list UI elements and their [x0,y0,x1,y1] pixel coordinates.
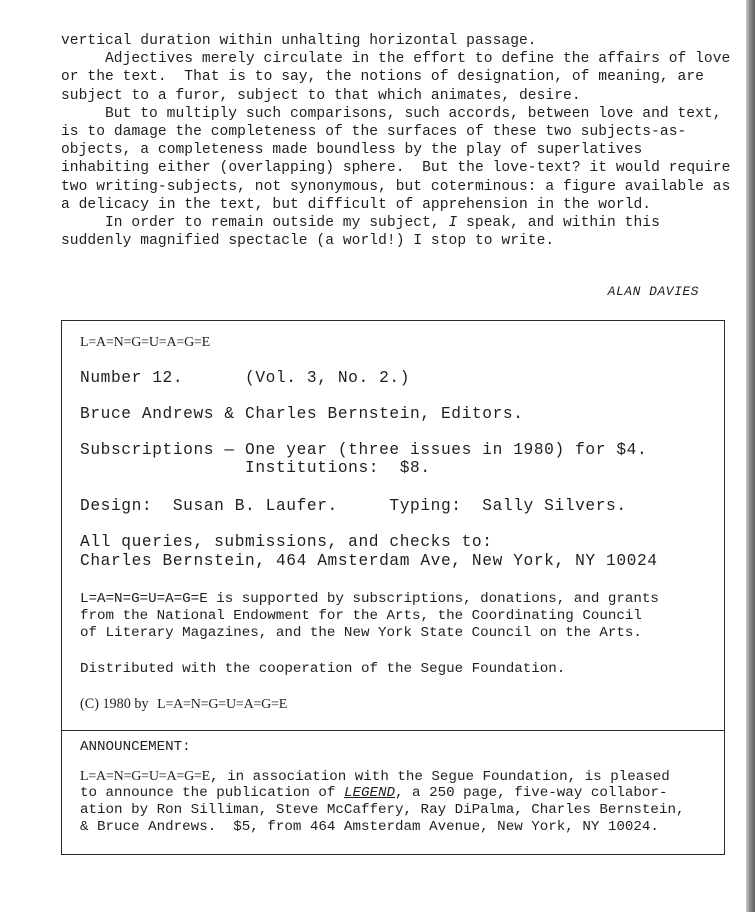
announcement-text-2a: to announce the publication of [80,785,344,801]
copyright-line [80,696,287,715]
announcement-line-2 [80,785,667,803]
masthead: L=A=N=G=U=A=G=E [80,335,211,350]
colophon-box [61,320,725,855]
announcement-divider [62,730,724,731]
page-edge-shadow [746,0,755,912]
announcement-line-4: & Bruce Andrews. $5, from 464 Amsterdam Avenue, New York, NY 10024. [80,819,659,835]
essay-paragraph-adjectives: Adjectives merely circulate in the effort to define the affairs of love or the text. That is to say, the notions of designation, of meaning, are subject to a furor, subject to that which animates, desire. [61,51,740,104]
essay-line: vertical duration within unhalting horizontal passage. [61,33,537,49]
essay-paragraph-closing [61,214,733,250]
announcement-line-3: ation by Ron Silliman, Steve McCaffery, Ray DiPalma, Charles Bernstein, [80,802,685,818]
announcement-text-1: , in association with the Segue Foundation, is pleased [210,769,670,785]
announcement-masthead: L=A=N=G=U=A=G=E [80,769,211,784]
support-line-2: from the National Endowment for the Arts, the Coordinating Council [80,608,642,624]
essay-text [61,32,740,250]
address-line: Charles Bernstein, 464 Amsterdam Ave, New York, NY 10024 [80,552,658,570]
distributed-line: Distributed with the cooperation of the Segue Foundation. [80,661,566,677]
closing-text-a: In order to remain outside my subject, [105,215,449,232]
queries-line: All queries, submissions, and checks to: [80,533,493,551]
support-line-3: of Literary Magazines, and the New York State Council on the Arts. [80,625,642,641]
subscriptions-line: Subscriptions — One year (three issues in 1980) for $4. [80,441,648,459]
support-line-1: L=A=N=G=U=A=G=E is supported by subscriptions, donations, and grants [80,591,659,607]
design-typing-line: Design: Susan B. Laufer. Typing: Sally Silvers. [80,497,627,515]
closing-text-b: speak, and within this suddenly magnified spectacle (a world!) I stop to write. [61,215,669,250]
essay-paragraph-comparisons: But to multiply such comparisons, such accords, between love and text, is to damage the completeness of the surfaces of these two subjects-as-objects, a completeness made boundless by the play of superlatives inhabiting either (overlapping) sphere. But the love-text? it would require two writing-subjects, not synonymous, but coterminous: a figure available as a delicacy in the text, but difficult of apprehension in the world. [61,105,740,213]
announcement-heading: ANNOUNCEMENT: [80,739,191,755]
author-signature: ALAN DAVIES [607,284,699,299]
issue-number: Number 12. (Vol. 3, No. 2.) [80,369,411,387]
copyright-masthead: L=A=N=G=U=A=G=E [157,697,288,712]
institutions-line: Institutions: $8. [80,459,431,477]
editors-line: Bruce Andrews & Charles Bernstein, Editors. [80,405,524,423]
announcement-text-2b: , a 250 page, five-way collabor- [395,785,668,801]
legend-title: LEGEND [343,785,396,801]
copyright-text: (C) 1980 by [80,696,149,712]
announcement-line-1 [80,768,670,787]
closing-italic-i: I [448,215,458,232]
